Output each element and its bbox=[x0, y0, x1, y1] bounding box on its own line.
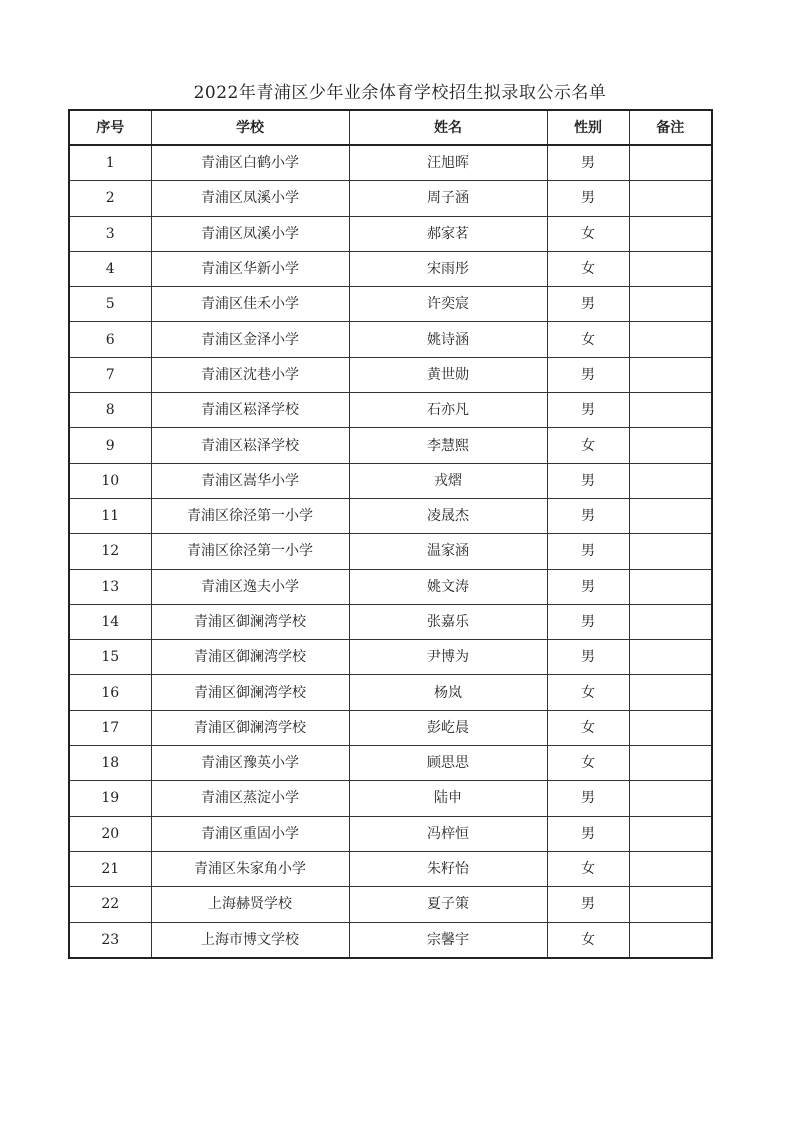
cell-school: 青浦区御澜湾学校 bbox=[151, 710, 349, 745]
cell-student-name: 姚文涛 bbox=[349, 569, 547, 604]
cell-remarks bbox=[629, 322, 712, 357]
cell-serial-number: 15 bbox=[69, 640, 151, 675]
cell-remarks bbox=[629, 145, 712, 181]
cell-student-name: 宗馨宇 bbox=[349, 922, 547, 958]
cell-student-name: 郝家茗 bbox=[349, 216, 547, 251]
table-row bbox=[69, 145, 712, 181]
table-body bbox=[69, 145, 712, 958]
header-name: 姓名 bbox=[349, 110, 547, 145]
cell-gender: 男 bbox=[547, 569, 629, 604]
cell-gender: 男 bbox=[547, 604, 629, 639]
cell-gender: 男 bbox=[547, 287, 629, 322]
table-row bbox=[69, 569, 712, 604]
cell-student-name: 李慧熙 bbox=[349, 428, 547, 463]
cell-remarks bbox=[629, 604, 712, 639]
cell-school: 青浦区嵩华小学 bbox=[151, 463, 349, 498]
table-row bbox=[69, 393, 712, 428]
header-school: 学校 bbox=[151, 110, 349, 145]
cell-school: 青浦区御澜湾学校 bbox=[151, 640, 349, 675]
cell-student-name: 陆申 bbox=[349, 781, 547, 816]
cell-remarks bbox=[629, 216, 712, 251]
cell-serial-number: 9 bbox=[69, 428, 151, 463]
table-row bbox=[69, 322, 712, 357]
cell-serial-number: 19 bbox=[69, 781, 151, 816]
cell-remarks bbox=[629, 181, 712, 216]
cell-student-name: 许奕宸 bbox=[349, 287, 547, 322]
table-row bbox=[69, 851, 712, 886]
cell-student-name: 杨岚 bbox=[349, 675, 547, 710]
cell-remarks bbox=[629, 887, 712, 922]
cell-serial-number: 11 bbox=[69, 498, 151, 533]
cell-student-name: 凌晟杰 bbox=[349, 498, 547, 533]
cell-school: 青浦区豫英小学 bbox=[151, 746, 349, 781]
cell-gender: 男 bbox=[547, 816, 629, 851]
cell-school: 青浦区金泽小学 bbox=[151, 322, 349, 357]
cell-student-name: 温家涵 bbox=[349, 534, 547, 569]
cell-gender: 男 bbox=[547, 781, 629, 816]
table-row bbox=[69, 604, 712, 639]
header-gender: 性别 bbox=[547, 110, 629, 145]
table-row bbox=[69, 534, 712, 569]
cell-school: 青浦区沈巷小学 bbox=[151, 357, 349, 392]
cell-remarks bbox=[629, 816, 712, 851]
cell-student-name: 冯梓恒 bbox=[349, 816, 547, 851]
cell-school: 青浦区御澜湾学校 bbox=[151, 675, 349, 710]
cell-remarks bbox=[629, 781, 712, 816]
table-row bbox=[69, 887, 712, 922]
cell-school: 上海市博文学校 bbox=[151, 922, 349, 958]
table-row bbox=[69, 251, 712, 286]
cell-serial-number: 16 bbox=[69, 675, 151, 710]
cell-gender: 女 bbox=[547, 251, 629, 286]
cell-remarks bbox=[629, 922, 712, 958]
cell-school: 青浦区佳禾小学 bbox=[151, 287, 349, 322]
cell-gender: 男 bbox=[547, 181, 629, 216]
cell-serial-number: 8 bbox=[69, 393, 151, 428]
cell-student-name: 宋雨彤 bbox=[349, 251, 547, 286]
table-row bbox=[69, 463, 712, 498]
table-row bbox=[69, 816, 712, 851]
cell-student-name: 夏子策 bbox=[349, 887, 547, 922]
table-row bbox=[69, 181, 712, 216]
cell-remarks bbox=[629, 393, 712, 428]
cell-school: 青浦区崧泽学校 bbox=[151, 428, 349, 463]
cell-serial-number: 23 bbox=[69, 922, 151, 958]
table-header-row bbox=[69, 110, 712, 145]
cell-student-name: 石亦凡 bbox=[349, 393, 547, 428]
cell-school: 青浦区崧泽学校 bbox=[151, 393, 349, 428]
cell-remarks bbox=[629, 463, 712, 498]
cell-student-name: 彭屹晨 bbox=[349, 710, 547, 745]
cell-student-name: 姚诗涵 bbox=[349, 322, 547, 357]
cell-gender: 男 bbox=[547, 357, 629, 392]
table-row bbox=[69, 710, 712, 745]
cell-remarks bbox=[629, 428, 712, 463]
cell-gender: 男 bbox=[547, 534, 629, 569]
cell-remarks bbox=[629, 498, 712, 533]
cell-gender: 女 bbox=[547, 428, 629, 463]
cell-gender: 男 bbox=[547, 887, 629, 922]
table-row bbox=[69, 287, 712, 322]
cell-remarks bbox=[629, 710, 712, 745]
table-row bbox=[69, 428, 712, 463]
cell-serial-number: 20 bbox=[69, 816, 151, 851]
cell-serial-number: 13 bbox=[69, 569, 151, 604]
cell-school: 青浦区徐泾第一小学 bbox=[151, 534, 349, 569]
cell-school: 青浦区御澜湾学校 bbox=[151, 604, 349, 639]
cell-remarks bbox=[629, 746, 712, 781]
cell-school: 青浦区白鹤小学 bbox=[151, 145, 349, 181]
cell-student-name: 朱籽怡 bbox=[349, 851, 547, 886]
table-row bbox=[69, 216, 712, 251]
cell-serial-number: 5 bbox=[69, 287, 151, 322]
cell-gender: 女 bbox=[547, 322, 629, 357]
cell-student-name: 尹博为 bbox=[349, 640, 547, 675]
cell-student-name: 黄世勋 bbox=[349, 357, 547, 392]
cell-gender: 女 bbox=[547, 710, 629, 745]
cell-serial-number: 10 bbox=[69, 463, 151, 498]
cell-school: 青浦区朱家角小学 bbox=[151, 851, 349, 886]
cell-gender: 男 bbox=[547, 145, 629, 181]
cell-gender: 女 bbox=[547, 216, 629, 251]
cell-school: 青浦区蒸淀小学 bbox=[151, 781, 349, 816]
cell-serial-number: 21 bbox=[69, 851, 151, 886]
table-row bbox=[69, 498, 712, 533]
header-remarks: 备注 bbox=[629, 110, 712, 145]
cell-remarks bbox=[629, 287, 712, 322]
cell-serial-number: 6 bbox=[69, 322, 151, 357]
cell-remarks bbox=[629, 534, 712, 569]
cell-gender: 男 bbox=[547, 498, 629, 533]
cell-school: 青浦区重固小学 bbox=[151, 816, 349, 851]
cell-gender: 女 bbox=[547, 851, 629, 886]
table-row bbox=[69, 357, 712, 392]
admission-list-table bbox=[68, 109, 713, 959]
cell-gender: 女 bbox=[547, 675, 629, 710]
cell-school: 青浦区凤溪小学 bbox=[151, 181, 349, 216]
cell-school: 青浦区华新小学 bbox=[151, 251, 349, 286]
cell-serial-number: 1 bbox=[69, 145, 151, 181]
table-row bbox=[69, 781, 712, 816]
cell-serial-number: 14 bbox=[69, 604, 151, 639]
cell-student-name: 周子涵 bbox=[349, 181, 547, 216]
cell-school: 上海赫贤学校 bbox=[151, 887, 349, 922]
cell-remarks bbox=[629, 675, 712, 710]
cell-serial-number: 3 bbox=[69, 216, 151, 251]
cell-gender: 男 bbox=[547, 393, 629, 428]
table-row bbox=[69, 640, 712, 675]
table-row bbox=[69, 922, 712, 958]
cell-gender: 女 bbox=[547, 746, 629, 781]
cell-school: 青浦区逸夫小学 bbox=[151, 569, 349, 604]
cell-remarks bbox=[629, 569, 712, 604]
cell-remarks bbox=[629, 251, 712, 286]
cell-student-name: 戎熠 bbox=[349, 463, 547, 498]
cell-school: 青浦区凤溪小学 bbox=[151, 216, 349, 251]
cell-serial-number: 2 bbox=[69, 181, 151, 216]
cell-serial-number: 17 bbox=[69, 710, 151, 745]
cell-school: 青浦区徐泾第一小学 bbox=[151, 498, 349, 533]
cell-serial-number: 18 bbox=[69, 746, 151, 781]
page-title: 2022年青浦区少年业余体育学校招生拟录取公示名单 bbox=[193, 83, 607, 103]
table-row bbox=[69, 746, 712, 781]
cell-student-name: 张嘉乐 bbox=[349, 604, 547, 639]
header-serial-number: 序号 bbox=[69, 110, 151, 145]
cell-gender: 男 bbox=[547, 640, 629, 675]
cell-serial-number: 22 bbox=[69, 887, 151, 922]
cell-serial-number: 4 bbox=[69, 251, 151, 286]
cell-remarks bbox=[629, 640, 712, 675]
cell-remarks bbox=[629, 357, 712, 392]
cell-serial-number: 12 bbox=[69, 534, 151, 569]
cell-gender: 女 bbox=[547, 922, 629, 958]
cell-gender: 男 bbox=[547, 463, 629, 498]
table-row bbox=[69, 675, 712, 710]
cell-student-name: 顾思思 bbox=[349, 746, 547, 781]
cell-serial-number: 7 bbox=[69, 357, 151, 392]
cell-remarks bbox=[629, 851, 712, 886]
cell-student-name: 汪旭晖 bbox=[349, 145, 547, 181]
